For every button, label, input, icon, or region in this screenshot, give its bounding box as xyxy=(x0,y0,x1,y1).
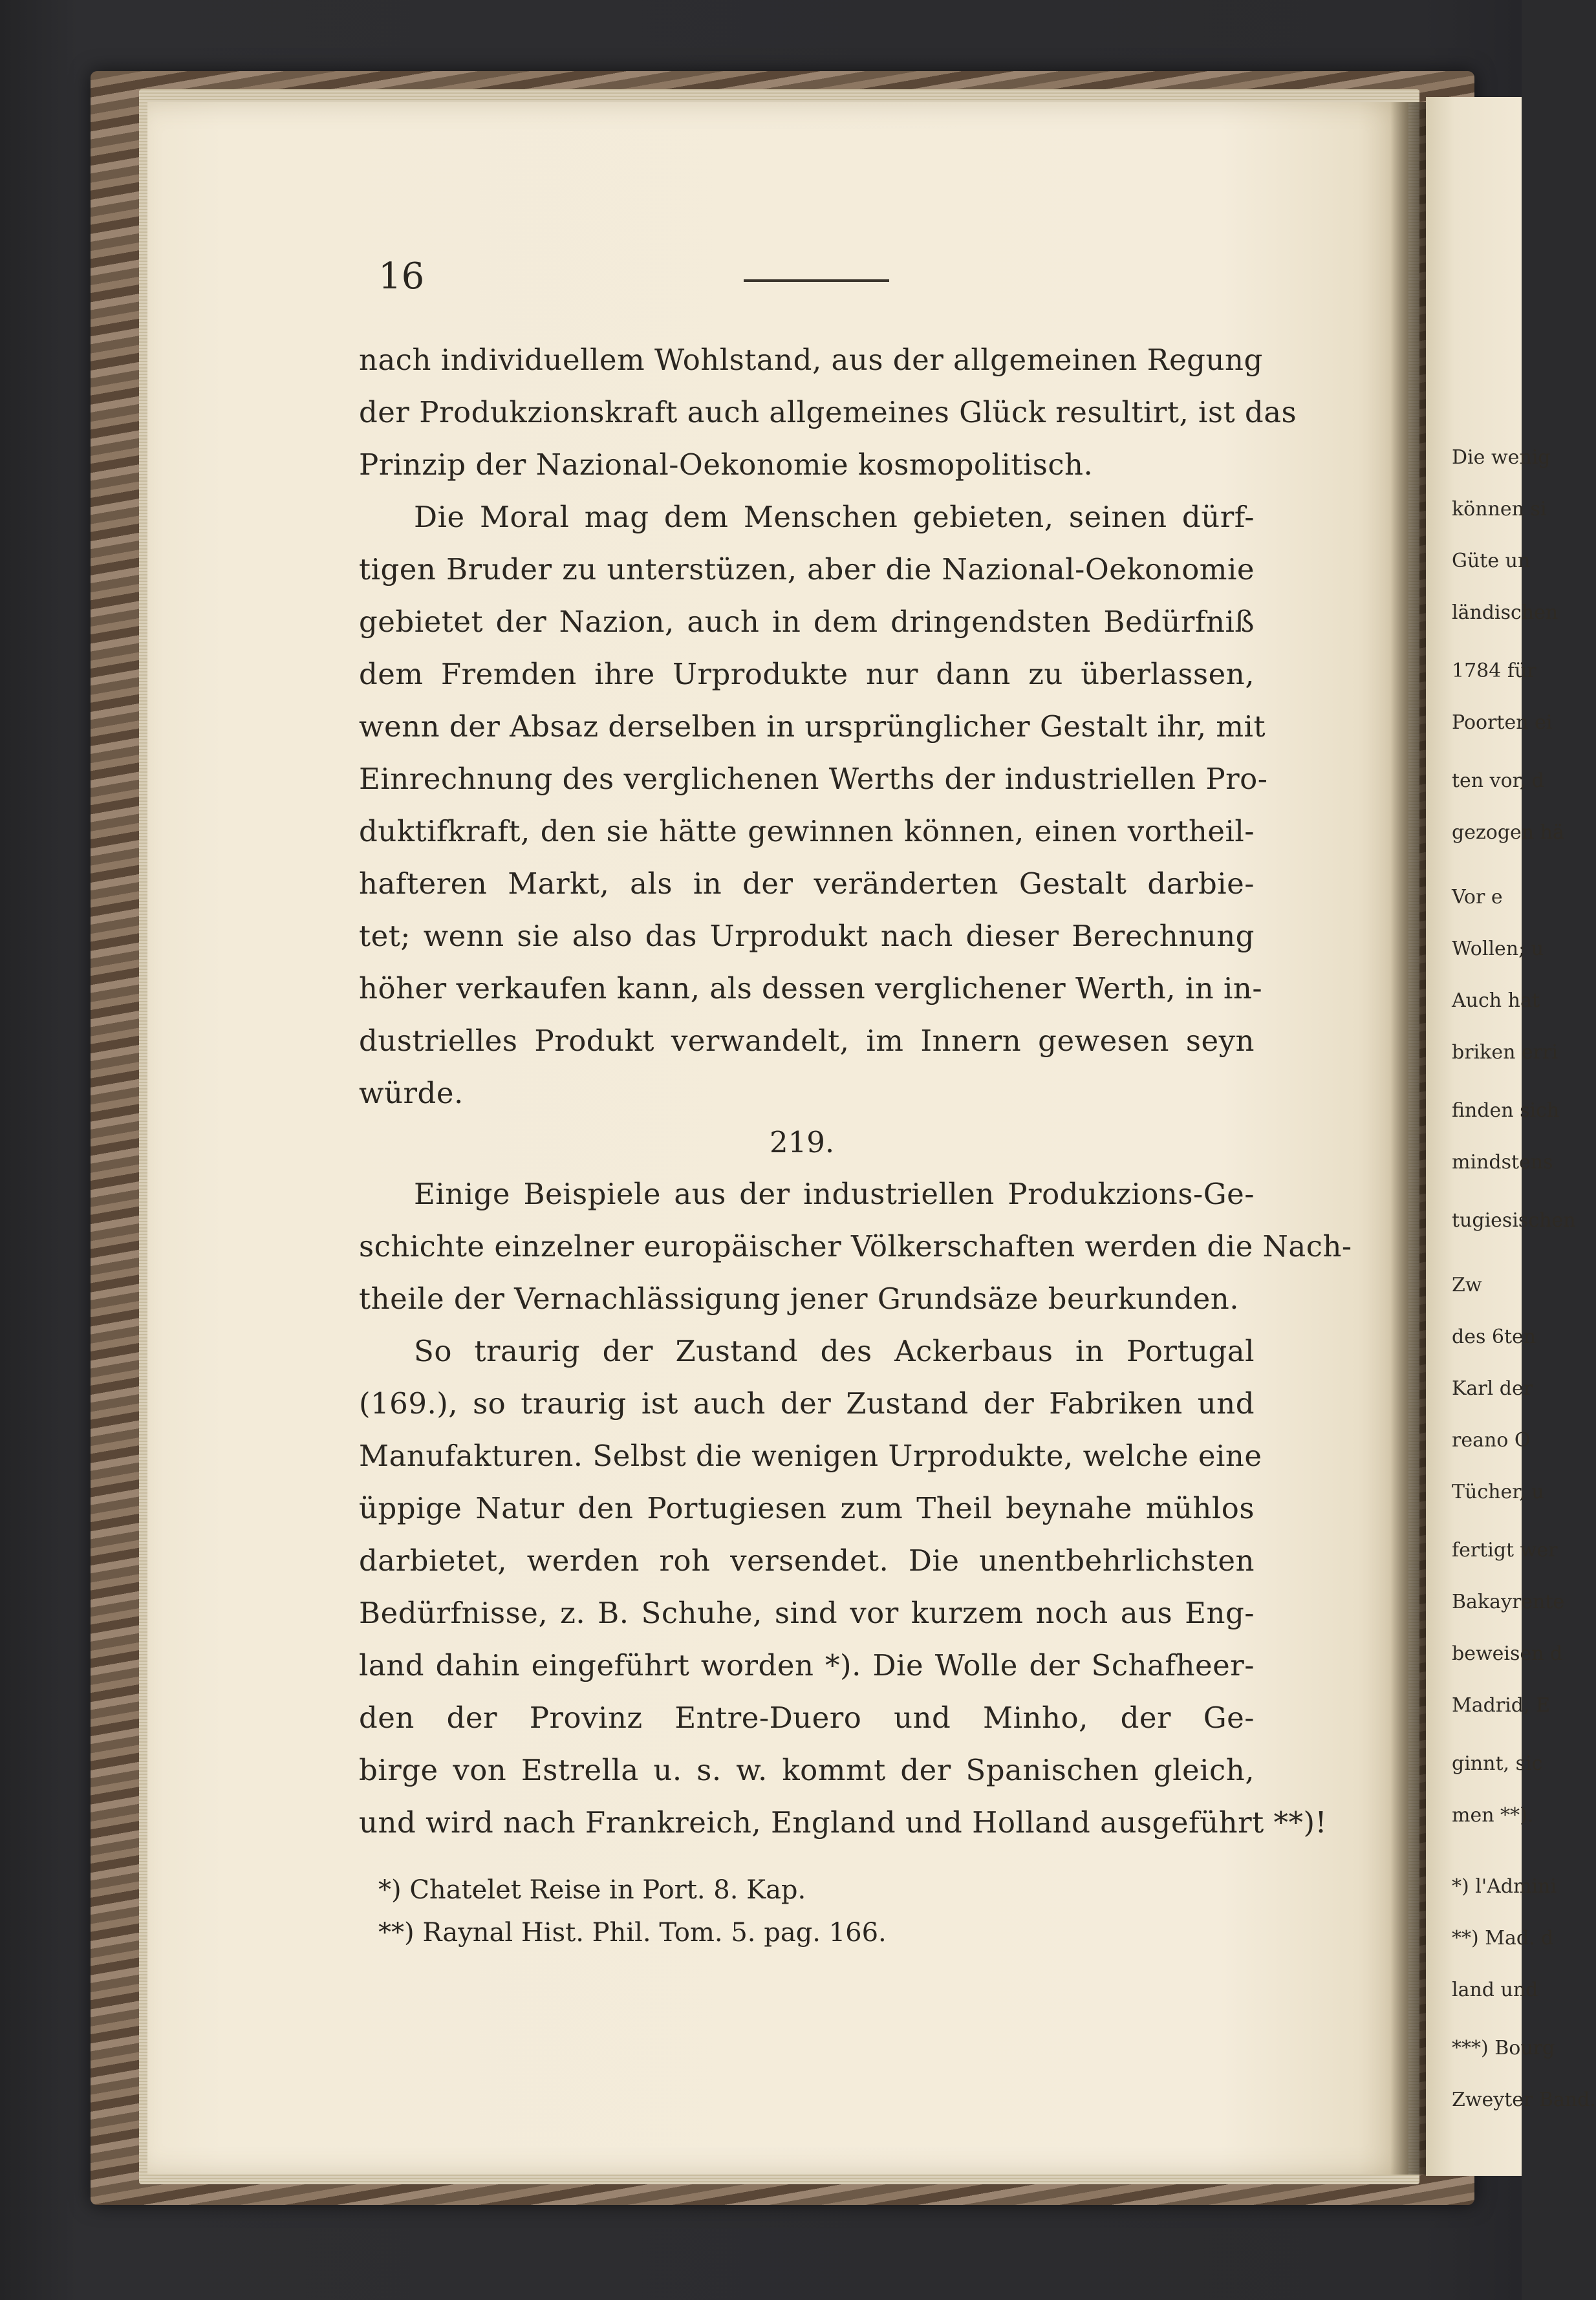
facing-text-line: Güte un xyxy=(1452,550,1531,572)
text-line: wenn der Absaz derselben in ursprünglicher Gestalt ihr, mit xyxy=(359,709,1266,744)
text-line: gebietet der Nazion, auch in dem dringendsten Bedürfniß xyxy=(359,605,1255,639)
text-line: höher verkaufen kann, als dessen verglichener Werth, in in- xyxy=(359,971,1263,1005)
facing-text-line: Tücher, u xyxy=(1452,1481,1544,1503)
facing-text-line: Wollen; u xyxy=(1452,938,1544,960)
facing-text-line: Bakayrente xyxy=(1452,1591,1565,1613)
text-line: duktifkraft, den sie hätte gewinnen können, einen vortheil- xyxy=(359,814,1255,848)
text-line: und wird nach Frankreich, England und Holland ausgeführt **)! xyxy=(359,1805,1328,1840)
page-number: 16 xyxy=(378,255,425,297)
text-line: Prinzip der Nazional-Oekonomie kosmopolitisch. xyxy=(359,447,1094,482)
text-line: theile der Vernachlässigung jener Grundsäze beurkunden. xyxy=(359,1282,1240,1316)
footnote-line: *) Chatelet Reise in Port. 8. Kap. xyxy=(378,1875,806,1905)
facing-text-line: Auch hat xyxy=(1452,989,1540,1012)
facing-text-line: ginnt, sic xyxy=(1452,1752,1543,1775)
text-line: dem Fremden ihre Urprodukte nur dann zu überlassen, xyxy=(359,657,1255,691)
facing-text-line: ***) Bourg xyxy=(1452,2037,1555,2059)
facing-text-line: briken erri xyxy=(1452,1041,1558,1064)
text-line: So traurig der Zustand des Ackerbaus in Portugal xyxy=(414,1334,1255,1368)
text-line: land dahin eingeführt worden *). Die Wolle der Schafheer- xyxy=(359,1648,1255,1682)
text-line: Die Moral mag dem Menschen gebieten, seinen dürf- xyxy=(414,500,1255,534)
text-line: Einrechnung des verglichenen Werths der industriellen Pro- xyxy=(359,762,1268,796)
text-line: tigen Bruder zu unterstüzen, aber die Nazional-Oekonomie xyxy=(359,552,1255,586)
facing-text-line: können si xyxy=(1452,498,1547,521)
text-line: schichte einzelner europäischer Völkerschaften werden die Nach- xyxy=(359,1229,1352,1263)
facing-text-line: **) Mad. d xyxy=(1452,1927,1554,1950)
facing-text-line: *) l'Admini xyxy=(1452,1875,1557,1898)
facing-text-line: mindstens xyxy=(1452,1151,1553,1174)
facing-text-line: gezogen hä xyxy=(1452,821,1564,844)
text-line: tet; wenn sie also das Urprodukt nach dieser Berechnung xyxy=(359,919,1255,953)
facing-text-line: reano O xyxy=(1452,1429,1531,1452)
text-line: den der Provinz Entre-Duero und Minho, der Ge- xyxy=(359,1701,1255,1735)
text-line: darbietet, werden roh versendet. Die unentbehrlichsten xyxy=(359,1543,1255,1578)
facing-text-line: Madrid, E xyxy=(1452,1694,1550,1717)
text-line: würde. xyxy=(359,1076,464,1110)
facing-text-line: Zw xyxy=(1452,1274,1482,1296)
facing-text-line: ländischen xyxy=(1452,601,1558,624)
facing-text-line: Poorten ei xyxy=(1452,711,1553,734)
facing-text-line: des 6ten xyxy=(1452,1326,1537,1348)
facing-text-line: Zweyter Band. xyxy=(1452,2089,1596,2111)
facing-text-line: men **). xyxy=(1452,1804,1534,1827)
text-line: (169.), so traurig ist auch der Zustand der Fabriken und xyxy=(359,1386,1255,1421)
text-line: Einige Beispiele aus der industriellen Produkzions-Ge- xyxy=(414,1177,1255,1211)
facing-text-line: beweisen d xyxy=(1452,1642,1563,1665)
facing-text-line: ten vor, d xyxy=(1452,769,1544,792)
facing-text-line: land und xyxy=(1452,1979,1538,2001)
facing-text-line: finden sich xyxy=(1452,1099,1560,1122)
facing-text-line: 1784 für xyxy=(1452,660,1537,682)
text-line: hafteren Markt, als in der veränderten Gestalt darbie- xyxy=(359,866,1255,901)
book-gutter xyxy=(1390,102,1429,2175)
text-line: Bedürfnisse, z. B. Schuhe, sind vor kurzem noch aus Eng- xyxy=(359,1596,1255,1630)
text-line: der Produkzionskraft auch allgemeines Glück resultirt, ist das xyxy=(359,395,1297,429)
footnote-line: **) Raynal Hist. Phil. Tom. 5. pag. 166. xyxy=(378,1918,887,1948)
text-line: nach individuellem Wohlstand, aus der allgemeinen Regung xyxy=(359,343,1263,377)
facing-page xyxy=(1426,97,1596,2176)
text-line: dustrielles Produkt verwandelt, im Innern gewesen seyn xyxy=(359,1024,1255,1058)
facing-text-line: Karl der xyxy=(1452,1377,1533,1400)
text-line: üppige Natur den Portugiesen zum Theil beynahe mühlos xyxy=(359,1491,1255,1525)
header-rule xyxy=(744,279,889,282)
facing-text-line: fertigt wer xyxy=(1452,1539,1558,1562)
facing-text-line: Vor e xyxy=(1452,886,1503,908)
text-line: birge von Estrella u. s. w. kommt der Spanischen gleich, xyxy=(359,1753,1255,1787)
facing-text-line: Die wenig xyxy=(1452,446,1551,469)
facing-text-line: tugiesischen xyxy=(1452,1209,1576,1232)
text-line: Manufakturen. Selbst die wenigen Urprodukte, welche eine xyxy=(359,1439,1262,1473)
section-number: 219. xyxy=(770,1125,835,1159)
